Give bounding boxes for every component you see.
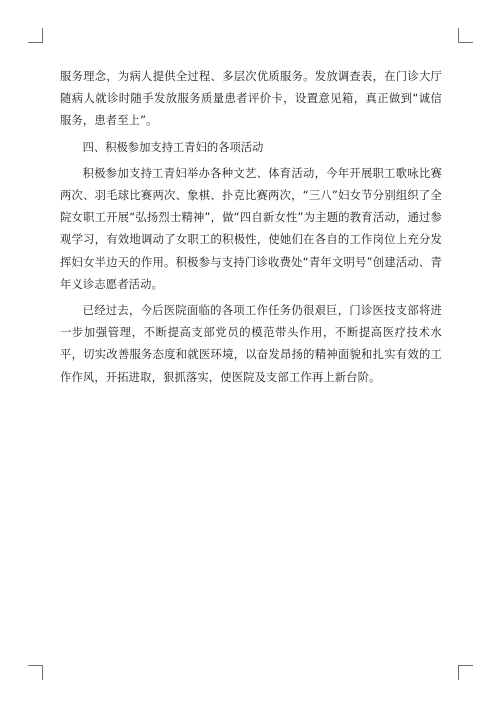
document-body: [60, 66, 442, 393]
crop-mark-bottom-left: [28, 665, 43, 680]
paragraph-service-philosophy: 服务理念，为病人提供全过程、多层次优质服务。发放调查表，在门诊大厅随病人就诊时随手发放服务质量患者评价卡，设置意见箱，真正做到“诚信服务，患者至上”。: [60, 70, 442, 128]
section-heading: 四、积极参加支持工青妇的各项活动: [82, 140, 264, 154]
paragraph-conclusion: 已经过去，今后医院面临的各项工作任务仍很艰巨，门诊医技支部将进一步加强管理，不断提高支部党员的模范带头作用，不断提高医疗技术水平，切实改善服务态度和就医环境，以奋发昂扬的精神面貌和扎实有效的工作作风，开拓进取，狠抓落实，使医院及支部工作再上新台阶。: [60, 304, 442, 384]
paragraph-union-activities: 积极参加支持工青妇举办各种文艺、体育活动，今年开展职工歌咏比赛两次、羽毛球比赛两次、象棋、扑克比赛两次，“三八”妇女节分别组织了全院女职工开展“弘扬烈士精神”，做“四自新女性”为主题的教育活动，通过参观学习，有效地调动了女职工的积极性，使她们在各自的工作岗位上充分发挥妇女半边天的作用。积极参与支持门诊收费处“青年文明号”创建活动、青年义诊志愿者活动。: [60, 166, 442, 291]
crop-mark-top-right: [458, 28, 473, 43]
crop-mark-bottom-right: [458, 665, 473, 680]
crop-mark-top-left: [28, 28, 43, 43]
